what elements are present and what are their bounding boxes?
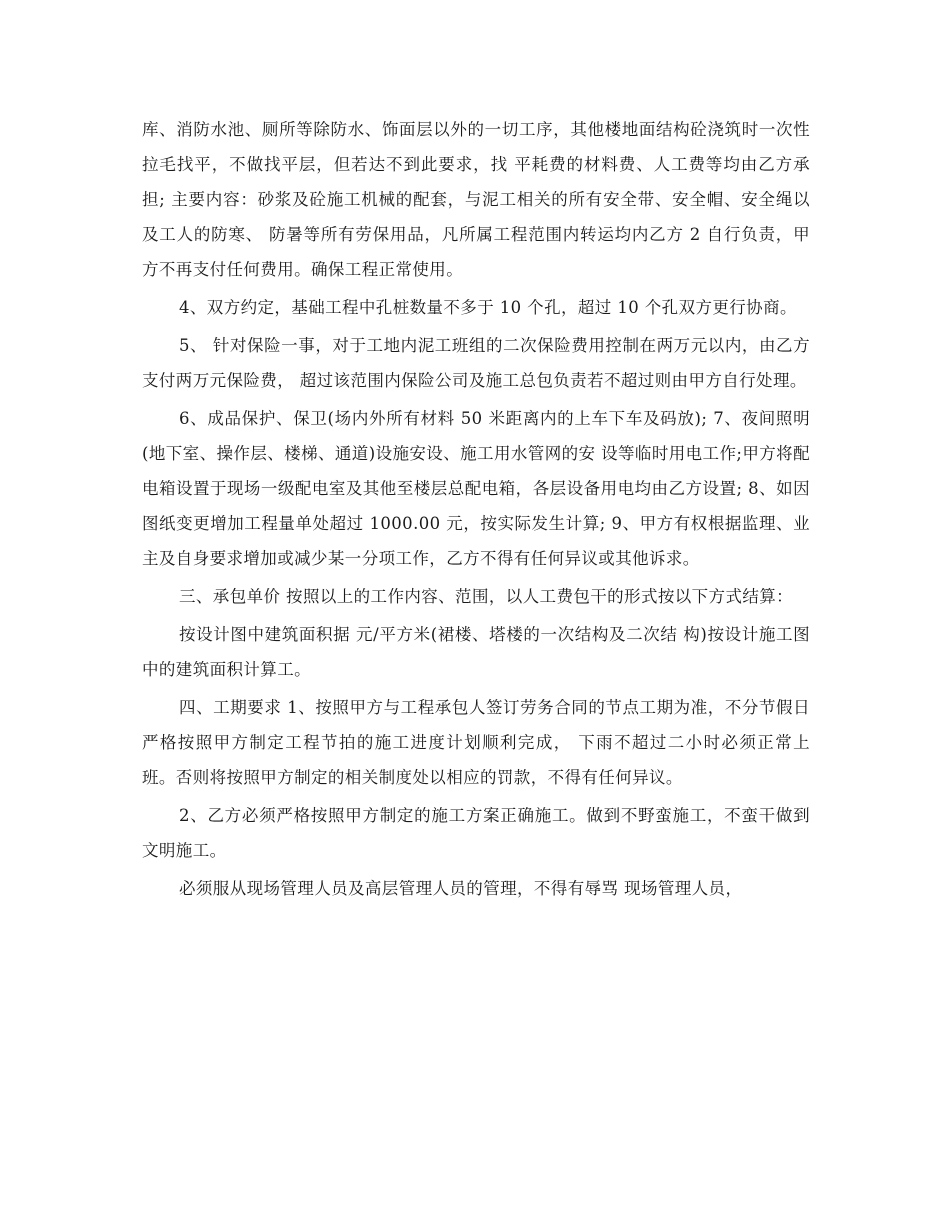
- paragraph-section-3: 三、承包单价 按照以上的工作内容、范围，以人工费包干的形式按以下方式结算：: [179, 587, 794, 606]
- paragraph-unit-price: 按设计图中建筑面积据 元/平方米(裙楼、塔楼的一次结构及二次结 构)按设计施工图中的建筑面积计算工。: [142, 625, 810, 679]
- paragraph-item-6: 6、成品保护、保卫(场内外所有材料 50 米距离内的上车下车及码放); 7、夜间照明(地下室、操作层、楼梯、通道)设施安设、施工用水管网的安 设等临时用电工作;甲方将配电箱设置于现场一级配电室及其他至楼层总配电箱，各层设备用电均由乙方设置; 8、如因图纸变更增加工程量单处超过 1000.00 元，按实际发生计算; 9、甲方有权根据监理、业主及自身要求增加或减少某一分项工作，乙方不得有任何异议或其他诉求。: [142, 409, 810, 568]
- paragraph-obey-management: 必须服从现场管理人员及高层管理人员的管理，不得有辱骂 现场管理人员，: [179, 879, 743, 898]
- paragraph-section-4: 四、工期要求 1、按照甲方与工程承包人签订劳务合同的节点工期为准，不分节假日严格按照甲方制定工程节拍的施工进度计划顺利完成， 下雨不超过二小时必须正常上 班。否则将按照甲方制定的相关制度处以相应的罚款，不得有任何异议。: [142, 698, 810, 787]
- document-page: [142, 112, 810, 909]
- paragraph-section-4-item-2: 2、乙方必须严格按照甲方制定的施工方案正确施工。做到不野蛮施工，不蛮干做到文明施工。: [142, 806, 810, 860]
- paragraph-item-5: 5、 针对保险一事，对于工地内泥工班组的二次保险费用控制在两万元以内，由乙方支付两万元保险费， 超过该范围内保险公司及施工总包负责若不超过则由甲方自行处理。: [142, 336, 810, 390]
- paragraph-continued: 库、消防水池、厕所等除防水、饰面层以外的一切工序，其他楼地面结构砼浇筑时一次性拉毛找平，不做找平层，但若达不到此要求，找 平耗费的材料费、人工费等均由乙方承担; 主要内容：砂浆及砼施工机械的配套，与泥工相关的所有安全带、安全帽、安全绳以及工人的防寒、 防暑等所有劳保用品，凡所属工程范围内转运均内乙方 2 自行负责，甲方不再支付任何费用。确保工程正常使用。: [142, 120, 810, 279]
- paragraph-item-4: 4、双方约定，基础工程中孔桩数量不多于 10 个孔，超过 10 个孔双方更行协商。: [179, 298, 797, 317]
